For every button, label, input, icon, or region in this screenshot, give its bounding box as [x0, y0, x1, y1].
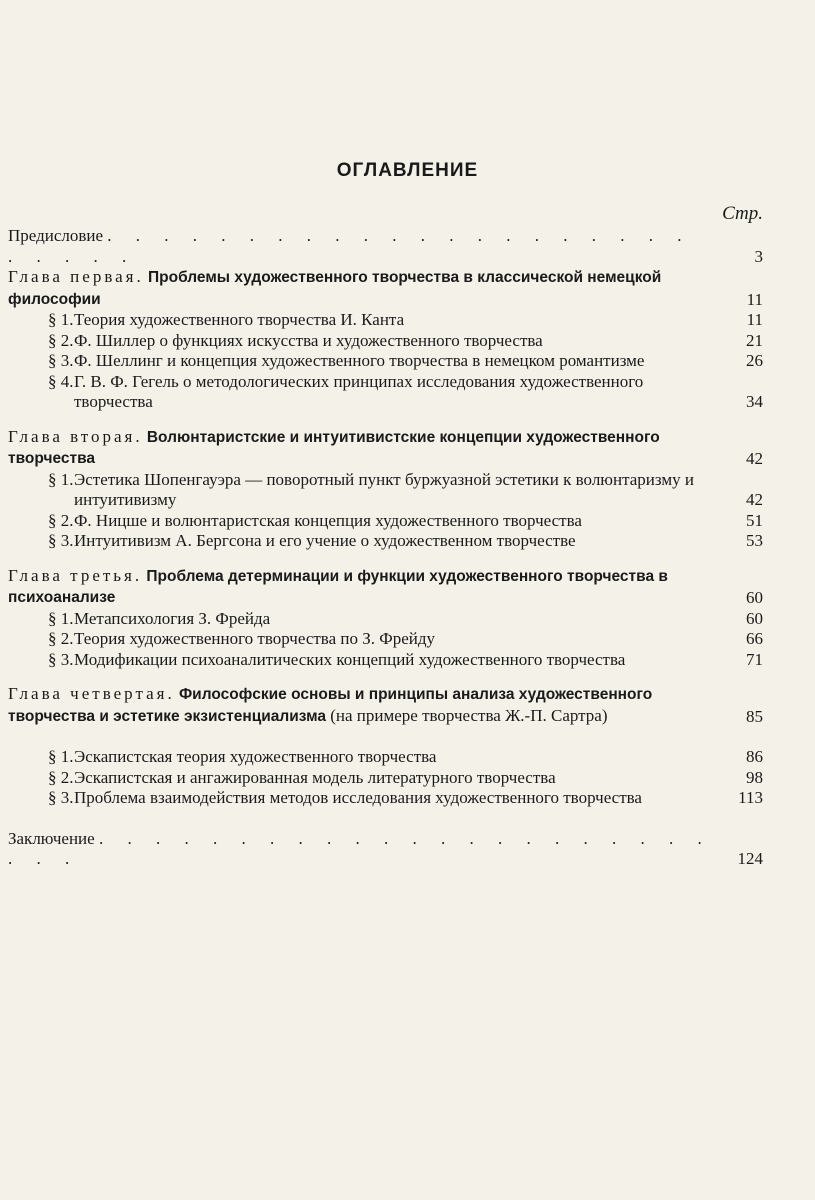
entry-page: 42	[746, 490, 763, 509]
toc-entry-section[interactable]	[8, 747, 763, 768]
entry-page: 42	[746, 449, 763, 468]
entry-page: 11	[746, 310, 763, 329]
chapter-title: Проблема детерминации и функции художественного творчества в психоанализе	[8, 567, 668, 606]
entry-page: 66	[746, 629, 763, 648]
spacer	[8, 670, 763, 684]
page-column-header: Стр.	[722, 203, 763, 224]
toc-entry-section[interactable]	[8, 768, 763, 789]
entry-page: 85	[746, 706, 763, 726]
entry-page: 124	[737, 849, 763, 868]
entry-page: 51	[746, 510, 763, 530]
entry-page: 86	[746, 747, 763, 766]
entry-page: 113	[738, 788, 763, 807]
chapter-title: Проблемы художественного творчества в классической немецкой философии	[8, 269, 662, 308]
chapter-title: Философские основы и принципы анализа художественного творчества и эстетике экзистенциализма	[8, 686, 653, 725]
section-title: Ф. Шиллер о функциях искусства и художественного творчества	[74, 330, 543, 350]
section-title: Модификации психоаналитических концепций художественного творчества	[74, 649, 626, 669]
entry-page: 34	[746, 392, 763, 411]
toc-entry-chapter[interactable]	[8, 267, 763, 310]
chapter-title-tail: (на примере творчества Ж.-П. Сартра)	[330, 705, 608, 725]
entry-page: 53	[746, 531, 763, 550]
chapter-lead: Глава третья.	[8, 565, 143, 585]
entry-label: Предисловие	[8, 226, 104, 245]
chapter-lead: Глава вторая.	[8, 426, 143, 446]
toc-entry-section[interactable]	[8, 351, 763, 372]
leader-dots: . . . . . . . . . . . . . . . . . . . . . . . . .	[8, 828, 712, 868]
section-sign: § 1.	[48, 747, 74, 766]
toc-entry-section[interactable]	[8, 372, 763, 413]
toc-entry-section[interactable]	[8, 609, 763, 630]
section-sign: § 1.	[48, 469, 74, 489]
section-sign: § 3.	[48, 649, 74, 669]
section-sign: § 2.	[48, 330, 74, 350]
section-title: Ф. Ницше и волюнтаристская концепция художественного творчества	[74, 510, 582, 530]
section-title: Теория художественного творчества по З. Фрейду	[74, 629, 435, 648]
section-title: Проблема взаимодействия методов исследования художественного творчества	[74, 788, 642, 807]
section-sign: § 1.	[48, 608, 74, 628]
section-title: Эскапистская и ангажированная модель литературного творчества	[74, 767, 556, 787]
chapter-lead: Глава четвертая.	[8, 684, 175, 703]
section-sign: § 4.	[48, 371, 74, 391]
entry-page: 71	[746, 649, 763, 669]
toc-entry-section[interactable]	[8, 531, 763, 552]
toc-entry-section[interactable]	[8, 788, 763, 809]
entry-page: 11	[746, 289, 763, 309]
toc-entry-chapter[interactable]	[8, 427, 763, 470]
toc-entry-section[interactable]	[8, 331, 763, 352]
section-title: Интуитивизм А. Бергсона и его учение о художественном творчестве	[74, 531, 576, 550]
toc-entry-chapter[interactable]	[8, 684, 763, 727]
entry-page: 60	[746, 608, 763, 628]
chapter-title: Волюнтаристские и интуитивистские концепции художественного творчества	[8, 428, 660, 467]
toc-entry-chapter[interactable]	[8, 566, 763, 609]
spacer	[8, 413, 763, 427]
entry-page: 60	[746, 588, 763, 607]
section-sign: § 2.	[48, 767, 74, 787]
chapter-lead: Глава первая.	[8, 267, 144, 286]
toc-entry-section[interactable]	[8, 650, 763, 671]
toc-entry-section[interactable]	[8, 470, 763, 511]
section-sign: § 3.	[48, 351, 74, 370]
section-title: Эскапистская теория художественного творчества	[74, 747, 437, 766]
toc-entry-section[interactable]	[8, 511, 763, 532]
section-sign: § 2.	[48, 510, 74, 530]
entry-page: 3	[754, 246, 763, 266]
section-sign: § 1.	[48, 310, 74, 329]
section-sign: § 2.	[48, 629, 74, 648]
section-title: Теория художественного творчества И. Канта	[74, 310, 405, 329]
section-title: Эстетика Шопенгауэра — поворотный пункт буржуазной эстетики к волюнтаризму и интуитивизму	[74, 469, 694, 509]
entry-label: Заключение	[8, 828, 95, 848]
toc-entry-preface[interactable]	[8, 226, 763, 267]
entry-page: 98	[746, 767, 763, 787]
toc-entry-conclusion[interactable]	[8, 829, 763, 870]
leader-dots: . . . . . . . . . . . . . . . . . . . . . . . . . .	[8, 226, 692, 266]
spacer	[8, 809, 763, 829]
section-sign: § 3.	[48, 531, 74, 550]
section-sign: § 3.	[48, 788, 74, 807]
entry-page: 21	[746, 330, 763, 350]
page-title: ОГЛАВЛЕНИЕ	[336, 160, 479, 181]
table-of-contents	[8, 226, 763, 870]
section-title: Г. В. Ф. Гегель о методологических принципах исследования художественного творчества	[74, 371, 644, 411]
toc-entry-section[interactable]	[8, 310, 763, 331]
section-title: Метапсихология З. Фрейда	[74, 608, 271, 628]
toc-entry-section[interactable]	[8, 629, 763, 650]
spacer	[8, 552, 763, 566]
entry-page: 26	[746, 351, 763, 370]
section-title: Ф. Шеллинг и концепция художественного творчества в немецком романтизме	[74, 351, 645, 370]
spacer	[8, 727, 763, 747]
